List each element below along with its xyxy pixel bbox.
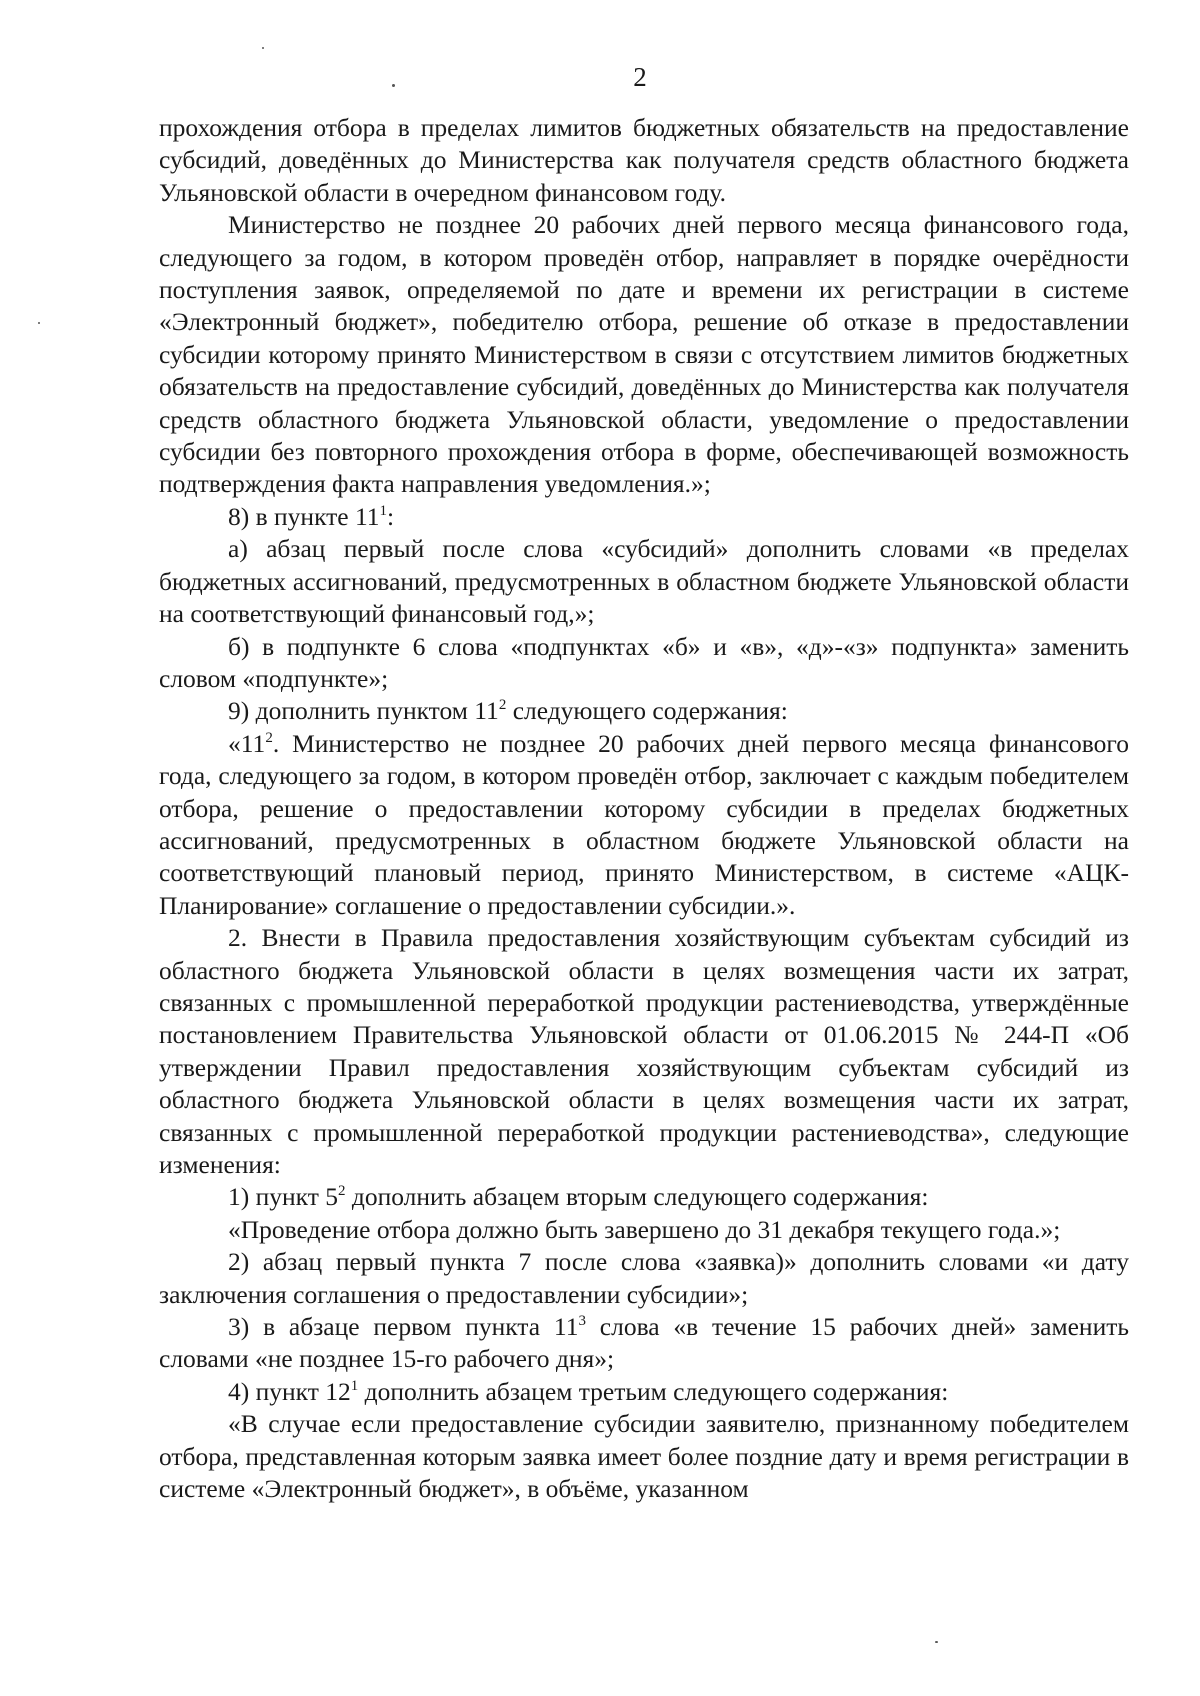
paragraph [159, 501, 1129, 533]
paragraph-text: следующего содержания: [506, 696, 788, 726]
superscript: 2 [265, 729, 273, 746]
scan-speck [935, 1641, 938, 1643]
paragraph: Министерство не позднее 20 рабочих дней первого месяца финансового года, следующего за годом, в котором проведён отбор, направляет в порядке очерёдности поступления заявок, определяемой по дате и времени их регистрации в системе «Электронный бюджет», победителю отбора, решение об отказе в предоставлении субсидии которому принято Министерством в связи с отсутствием лимитов бюджетных обязательств на предоставление субсидий, доведённых до Министерства как получателя средств областного бюджета Ульяновской области, уведомление о предоставлении субсидии без повторного прохождения отбора в форме, обеспечивающей возможность подтверждения факта направления уведомления.»; [159, 210, 1129, 499]
paragraph-text: 8) в пункте 11 [228, 501, 380, 531]
superscript: 3 [578, 1313, 586, 1330]
paragraph-text: 9) дополнить пунктом 11 [228, 696, 499, 726]
paragraph: прохождения отбора в пределах лимитов бюджетных обязательств на предоставление субсидий, доведённых до Министерства как получателя средств областного бюджета Ульяновской области в очередном финансовом году. [159, 113, 1129, 207]
paragraph [159, 695, 1129, 727]
document-body [159, 112, 1129, 1505]
superscript: 1 [379, 502, 388, 519]
paragraph [159, 1311, 1129, 1376]
scan-speck [38, 322, 40, 324]
paragraph-text: . Министерство не позднее 20 рабочих дней первого месяца финансового года, следующего за годом, в котором проведён отбор, заключает с каждым победителем отбора, решение о предоставлении которому субсидии в пределах бюджетных ассигнований, предусмотренных в областном бюджете Ульяновской области на соответствующий плановый период, принято Министерством, в системе «АЦК-Планирование» соглашение о предоставлении субсидии.». [159, 728, 1129, 920]
paragraph [159, 1181, 1129, 1213]
paragraph: «Проведение отбора должно быть завершено до 31 декабря текущего года.»; [228, 1214, 1061, 1244]
paragraph-text: дополнить абзацем вторым следующего содержания: [345, 1182, 929, 1212]
paragraph [159, 1376, 1129, 1408]
paragraph-text: слова «в течение 15 рабочих дней» заменить словами «не позднее 15-го рабочего дня»; [159, 1312, 1129, 1374]
paragraph-text: 3) в абзаце первом пункта 11 [228, 1312, 579, 1342]
paragraph [159, 728, 1129, 922]
paragraph: 2) абзац первый пункта 7 после слова «заявка)» дополнить словами «и дату заключения соглашения о предоставлении субсидии»; [159, 1247, 1129, 1309]
paragraph: б) в подпункте 6 слова «подпунктах «б» и «в», «д»-«з» подпункта» заменить словом «подпункте»; [159, 631, 1129, 693]
paragraph-text: дополнить абзацем третьим следующего содержания: [358, 1376, 949, 1406]
page-number: 2 [633, 62, 647, 92]
paragraph: 2. Внести в Правила предоставления хозяйствующим субъектам субсидий из областного бюджета Ульяновской области в целях возмещения части их затрат, связанных с промышленной переработкой продукции растениеводства, утверждённые постановлением Правительства Ульяновской области от 01.06.2015 № 244-П «Об утверждении Правил предоставления хозяйствующим субъектам субсидий из областного бюджета Ульяновской области в целях возмещения части их затрат, связанных с промышленной переработкой продукции растениеводства», следующие изменения: [159, 923, 1129, 1179]
superscript: 1 [350, 1377, 359, 1394]
paragraph: а) абзац первый после слова «субсидий» дополнить словами «в пределах бюджетных ассигнований, предусмотренных в областном бюджете Ульяновской области на соответствующий финансовый год,»; [159, 534, 1129, 629]
superscript: 2 [498, 697, 507, 714]
paragraph: «В случае если предоставление субсидии заявителю, признанному победителем отбора, представленная которым заявка имеет более поздние дату и время регистрации в системе «Электронный бюджет», в объёме, указанном [159, 1409, 1129, 1504]
scan-speck [262, 47, 264, 49]
paragraph-text: : [387, 501, 395, 531]
superscript: 2 [337, 1183, 346, 1200]
paragraph-text: 4) пункт 12 [228, 1376, 351, 1406]
paragraph-text: 1) пункт 5 [228, 1182, 338, 1212]
paragraph-text: «11 [228, 728, 266, 758]
